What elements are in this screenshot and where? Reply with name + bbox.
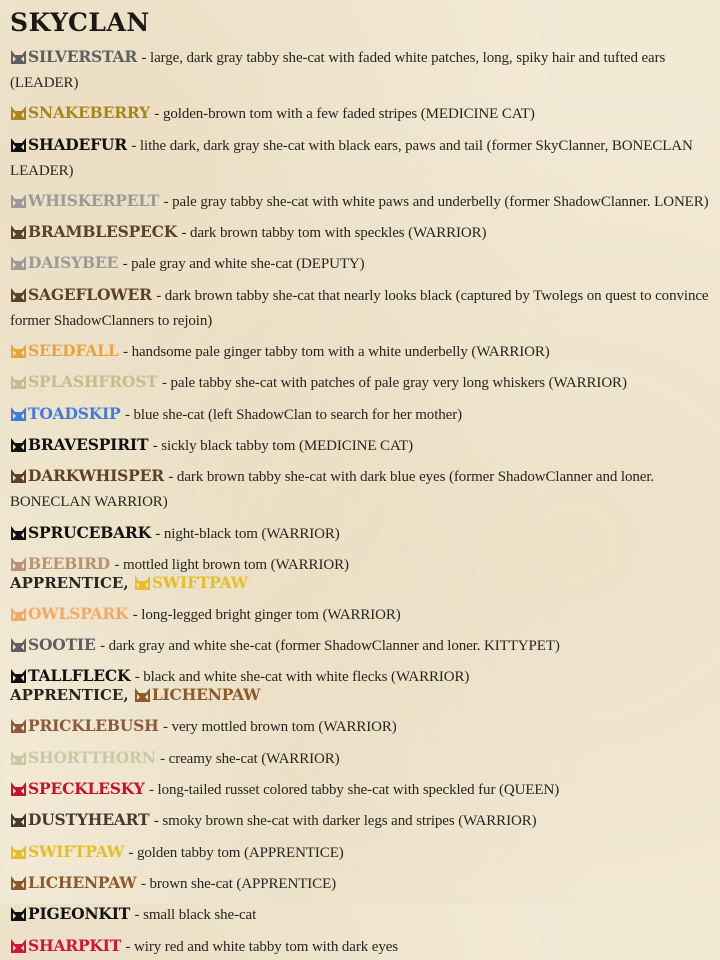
cat-head-icon <box>10 405 27 421</box>
cat-head-icon <box>10 136 27 152</box>
member-description: - long-legged bright ginger tom (WARRIOR) <box>132 606 401 623</box>
cat-head-icon <box>134 574 151 590</box>
cat-head-icon <box>10 843 27 859</box>
member-entry <box>10 745 710 772</box>
apprentice-label: APPRENTICE, <box>10 573 134 592</box>
member-name: SHADEFUR <box>28 134 127 154</box>
cat-head-icon <box>10 467 27 483</box>
member-name: BEEBIRD <box>28 553 111 573</box>
member-description: - long-tailed russet colored tabby she-cat with speckled fur (QUEEN) <box>148 782 560 799</box>
apprentice-line <box>10 574 710 592</box>
member-entry <box>10 100 710 127</box>
member-entry <box>10 601 710 628</box>
cat-head-icon <box>10 667 27 683</box>
member-name: DUSTYHEART <box>28 810 150 830</box>
member-description: - brown she-cat (APPRENTICE) <box>140 875 337 892</box>
member-name: SEEDFALL <box>28 341 119 361</box>
member-description: - wiry red and white tabby tom with dark eyes <box>125 938 399 955</box>
member-entry <box>10 250 710 277</box>
cat-head-icon <box>134 686 151 702</box>
apprentice-name: LICHENPAW <box>151 685 261 705</box>
member-entry <box>10 132 710 184</box>
member-entry <box>10 463 710 515</box>
cat-head-icon <box>10 48 27 64</box>
cat-head-icon <box>10 223 27 239</box>
cat-head-icon <box>10 104 27 120</box>
cat-head-icon <box>10 436 27 452</box>
member-entry <box>10 839 710 866</box>
member-entry <box>10 369 710 396</box>
member-description: - smoky brown she-cat with darker legs and stripes (WARRIOR) <box>153 813 537 830</box>
member-entry <box>10 219 710 246</box>
member-entry <box>10 401 710 428</box>
member-entry <box>10 807 710 834</box>
member-name: SWIFTPAW <box>28 841 124 861</box>
member-name: TOADSKIP <box>28 403 121 423</box>
member-description: - sickly black tabby tom (MEDICINE CAT) <box>152 437 413 454</box>
member-entry <box>10 282 710 334</box>
member-description: - pale gray tabby she-cat with white paws and underbelly (former ShadowClanner. LONER) <box>163 193 709 210</box>
cat-head-icon <box>10 937 27 953</box>
member-name: PIGEONKIT <box>28 904 131 924</box>
member-description: - dark brown tabby tom with speckles (WARRIOR) <box>181 225 487 242</box>
member-description: - large, dark gray tabby she-cat with faded white patches, long, spiky hair and tufted ears (LEADER) <box>10 50 666 91</box>
cat-head-icon <box>10 749 27 765</box>
member-description: - black and white she-cat with white flecks (WARRIOR) <box>134 669 470 686</box>
member-entry <box>10 933 710 960</box>
member-entry <box>10 432 710 459</box>
member-entry <box>10 520 710 547</box>
member-name: SPRUCEBARK <box>28 522 151 542</box>
member-description: - golden-brown tom with a few faded stripes (MEDICINE CAT) <box>154 106 535 123</box>
member-description: - pale tabby she-cat with patches of pale gray very long whiskers (WARRIOR) <box>161 375 627 392</box>
member-entry <box>10 713 710 740</box>
member-description: - dark brown tabby she-cat with dark blue eyes (former ShadowClanner and loner. BONECLAN WARRIOR) <box>10 469 655 511</box>
member-name: WHISKERPELT <box>28 190 160 210</box>
member-name: SPECKLESKY <box>28 779 145 799</box>
apprentice-label: APPRENTICE, <box>10 686 134 705</box>
cat-head-icon <box>10 780 27 796</box>
cat-head-icon <box>10 373 27 389</box>
member-name: SILVERSTAR <box>28 47 138 66</box>
member-name: PRICKLEBUSH <box>28 716 159 736</box>
member-entry <box>10 901 710 928</box>
member-description: - handsome pale ginger tabby tom with a white underbelly (WARRIOR) <box>123 344 550 361</box>
member-description: - mottled light brown tom (WARRIOR) <box>114 556 349 573</box>
apprentice-name: SWIFTPAW <box>151 572 248 592</box>
member-description: - golden tabby tom (APPRENTICE) <box>128 844 344 861</box>
member-description: - lithe dark, dark gray she-cat with black ears, paws and tail (former SkyClanner, BONECLAN LEADER) <box>10 137 693 179</box>
cat-head-icon <box>10 905 27 921</box>
member-entry <box>10 338 710 365</box>
member-entry <box>10 44 710 96</box>
member-name: SOOTIE <box>28 635 96 655</box>
member-entry <box>10 776 710 803</box>
cat-head-icon <box>10 555 27 571</box>
member-name: BRAMBLESPECK <box>28 222 178 242</box>
cat-head-icon <box>10 342 27 358</box>
member-description: - blue she-cat (left ShadowClan to search for her mother) <box>124 406 463 423</box>
member-description: - dark brown tabby she-cat that nearly looks black (captured by Twolegs on quest to convince former ShadowClanners to rejoin) <box>10 287 709 329</box>
member-description: - night-black tom (WARRIOR) <box>155 525 340 542</box>
member-name: LICHENPAW <box>28 872 137 892</box>
member-name: SHORTTHORN <box>28 747 156 767</box>
member-name: SAGEFLOWER <box>28 284 152 304</box>
member-name: BRAVESPIRIT <box>28 434 149 454</box>
member-name: TALLFLECK <box>28 666 131 686</box>
cat-head-icon <box>10 874 27 890</box>
member-name: OWLSPARK <box>28 603 129 623</box>
cat-head-icon <box>10 811 27 827</box>
page-title: SKYCLAN <box>10 8 150 37</box>
member-name: SPLASHFROST <box>28 372 158 392</box>
member-description: - small black she-cat <box>134 907 257 924</box>
member-name: SHARPKIT <box>28 935 122 955</box>
member-description: - very mottled brown tom (WARRIOR) <box>163 719 397 736</box>
member-entry <box>10 870 710 897</box>
member-description: - creamy she-cat (WARRIOR) <box>160 750 340 767</box>
cat-head-icon <box>10 254 27 270</box>
member-description: - pale gray and white she-cat (DEPUTY) <box>122 256 365 273</box>
cat-head-icon <box>10 636 27 652</box>
cat-head-icon <box>10 192 27 208</box>
member-description: - dark gray and white she-cat (former ShadowClanner and loner. KITTYPET) <box>100 638 560 655</box>
member-entry <box>10 188 710 215</box>
member-entry <box>10 632 710 659</box>
cat-head-icon <box>10 286 27 302</box>
member-name: DAISYBEE <box>28 253 119 273</box>
clan-roster <box>10 44 710 960</box>
cat-head-icon <box>10 605 27 621</box>
cat-head-icon <box>10 524 27 540</box>
member-name: DARKWHISPER <box>28 466 164 486</box>
member-name: SNAKEBERRY <box>28 103 150 123</box>
cat-head-icon <box>10 717 27 733</box>
